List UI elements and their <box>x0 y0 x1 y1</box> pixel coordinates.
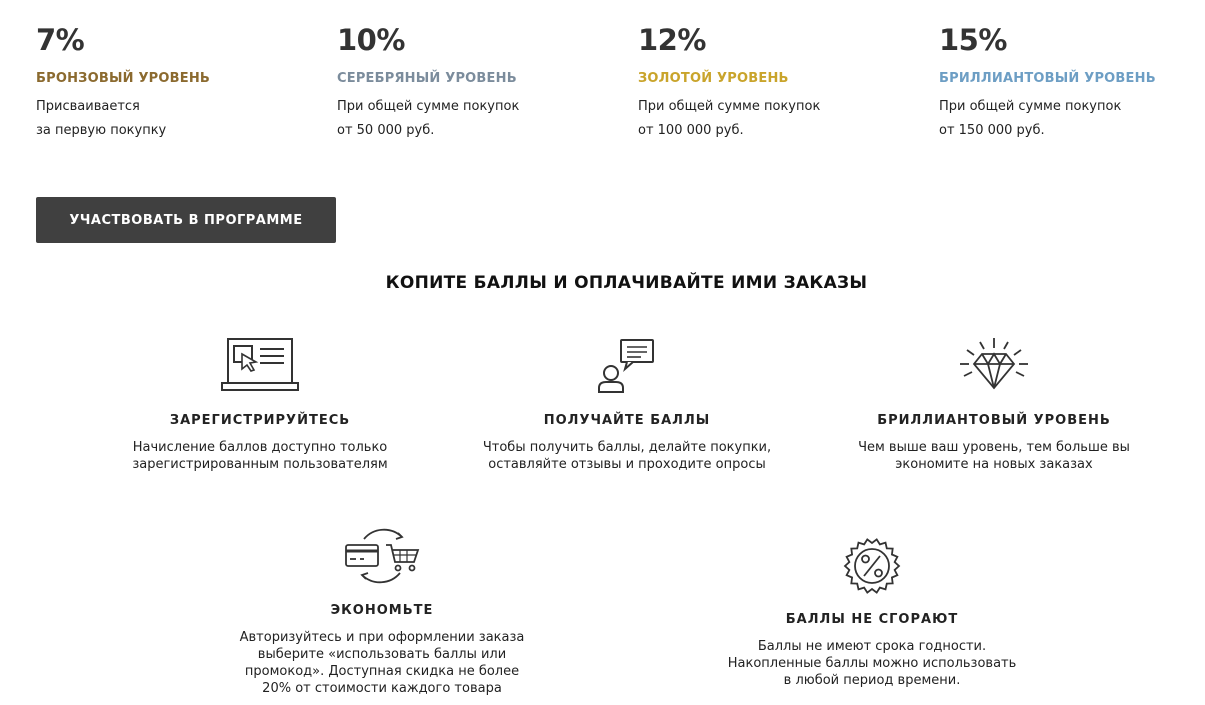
tier-description-line: При общей сумме покупок <box>939 99 1122 114</box>
tier-description-line: При общей сумме покупок <box>337 99 520 114</box>
feature-text-line: Чтобы получить баллы, делайте покупки, <box>482 440 772 455</box>
feature-text-line: Баллы не имеют срока годности. <box>757 639 987 654</box>
tier-gold <box>638 22 918 143</box>
feature-save <box>192 527 572 697</box>
tier-description <box>36 95 316 143</box>
tier-level-label: БРИЛЛИАНТОВЫЙ УРОВЕНЬ <box>939 71 1156 86</box>
tier-percent: 12% <box>638 23 706 57</box>
feature-text <box>437 439 817 473</box>
tier-silver <box>337 22 617 143</box>
feature-text <box>804 439 1184 473</box>
tier-description <box>939 95 1205 143</box>
tier-description-line: от 100 000 руб. <box>638 123 744 138</box>
tier-description-line: от 150 000 руб. <box>939 123 1045 138</box>
tier-level-label: ЗОЛОТОЙ УРОВЕНЬ <box>638 71 789 86</box>
section-title: КОПИТЕ БАЛЛЫ И ОПЛАЧИВАЙТЕ ИМИ ЗАКАЗЫ <box>385 273 868 293</box>
tier-description <box>638 95 918 143</box>
tier-description-line: При общей сумме покупок <box>638 99 821 114</box>
feature-text <box>70 439 450 473</box>
tier-percent: 7% <box>36 23 85 57</box>
tier-description-line: за первую покупку <box>36 123 167 138</box>
feature-text <box>192 629 572 697</box>
feature-text-line: экономите на новых заказах <box>895 457 1093 472</box>
diamond-icon <box>958 336 1030 396</box>
feature-text-line: промокод». Доступная скидка не более <box>244 664 520 679</box>
laptop-cursor-icon <box>220 336 300 396</box>
feature-text-line: Чем выше ваш уровень, тем больше вы <box>858 440 1130 455</box>
feature-title: БРИЛЛИАНТОВЫЙ УРОВЕНЬ <box>877 413 1111 428</box>
tier-level-label: СЕРЕБРЯНЫЙ УРОВЕНЬ <box>337 71 517 86</box>
tier-level-label: БРОНЗОВЫЙ УРОВЕНЬ <box>36 71 211 86</box>
feature-earn-points <box>437 336 817 473</box>
tier-percent: 15% <box>939 23 1007 57</box>
feature-text-line: зарегистрированным пользователям <box>132 457 388 472</box>
join-program-button[interactable]: УЧАСТВОВАТЬ В ПРОГРАММЕ <box>36 197 336 243</box>
tier-description-line: Присваивается <box>36 99 140 114</box>
feature-diamond-level <box>804 336 1184 473</box>
percent-badge-icon <box>842 536 902 596</box>
feature-text-line: 20% от стоимости каждого товара <box>262 681 502 696</box>
feature-text-line: оставляйте отзывы и проходите опросы <box>488 457 766 472</box>
feature-text-line: выберите «использовать баллы или <box>257 647 507 662</box>
feature-title: ПОЛУЧАЙТЕ БАЛЛЫ <box>543 413 711 428</box>
card-cart-exchange-icon <box>342 527 422 585</box>
feature-register <box>70 336 450 473</box>
tier-percent: 10% <box>337 23 405 57</box>
feature-text-line: в любой период времени. <box>783 673 961 688</box>
user-chat-icon <box>597 336 657 396</box>
feature-title: ЗАРЕГИСТРИРУЙТЕСЬ <box>169 413 351 428</box>
feature-title: БАЛЛЫ НЕ СГОРАЮТ <box>785 612 959 627</box>
feature-text-line: Начисление баллов доступно только <box>132 440 388 455</box>
feature-title: ЭКОНОМЬТЕ <box>330 603 434 618</box>
feature-text-line: Накопленные баллы можно использовать <box>727 656 1017 671</box>
tier-bronze <box>36 22 316 143</box>
feature-points-never-expire <box>682 536 1062 689</box>
tier-diamond <box>939 22 1205 143</box>
feature-text <box>682 638 1062 689</box>
tier-description <box>337 95 617 143</box>
tier-description-line: от 50 000 руб. <box>337 123 435 138</box>
feature-text-line: Авторизуйтесь и при оформлении заказа <box>239 630 525 645</box>
